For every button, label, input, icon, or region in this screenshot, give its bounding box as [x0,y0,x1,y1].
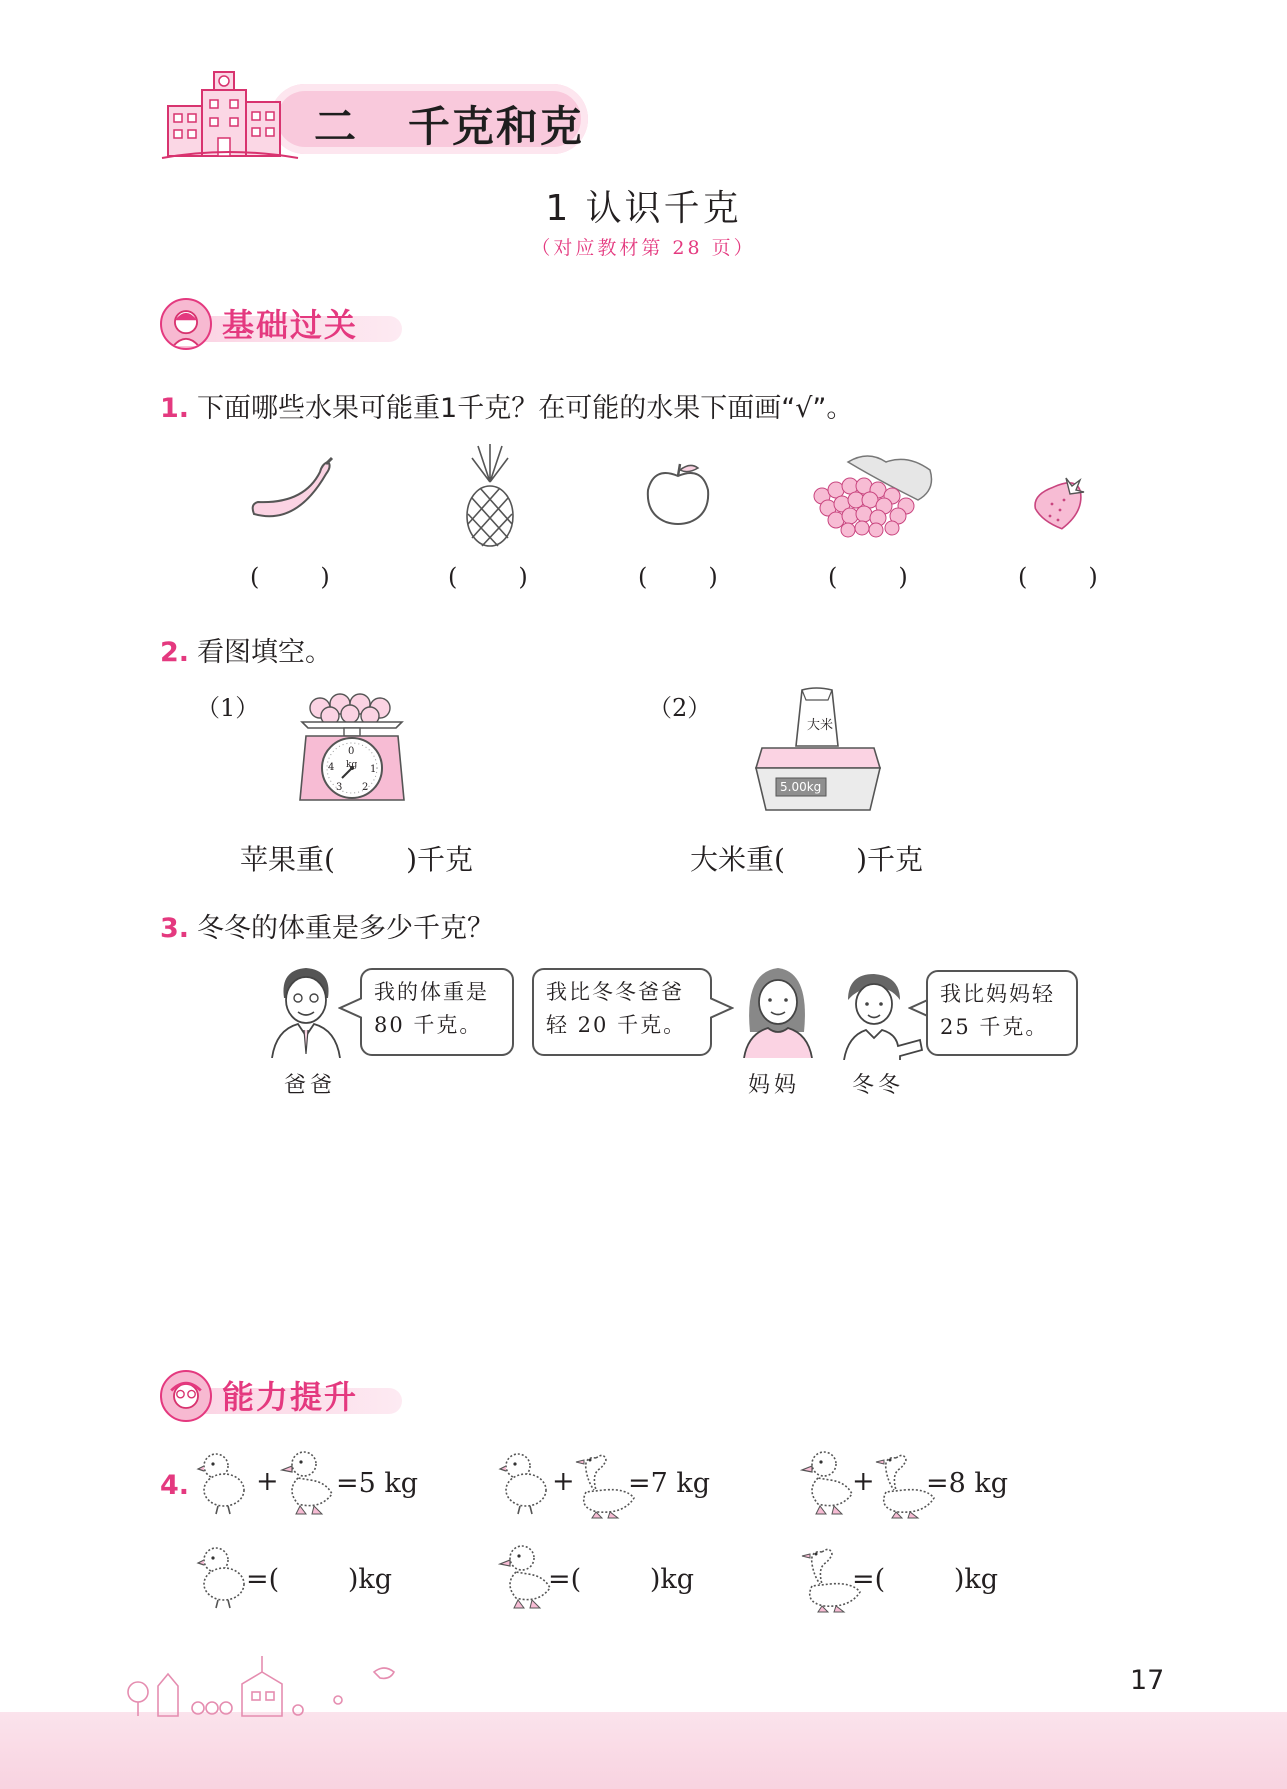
fill-in-apple-weight[interactable]: 苹果重( )千克 [240,843,474,876]
speech-bubble-mom [532,968,712,1056]
plus-sign: + [256,1466,279,1497]
kitchen-scale [298,686,406,806]
chick-icon [196,1544,252,1612]
bubble-line: 轻 20 千克。 [546,1013,687,1037]
equation-result: =5 kg [336,1468,419,1499]
bubble-tail-icon [710,996,734,1020]
grapes-icon [808,450,938,540]
mother-portrait-icon [738,962,816,1058]
banana-icon [248,456,338,530]
answer-blank[interactable]: ( ) [1018,563,1098,591]
section-title: 基础过关 [222,306,359,344]
footer-band [0,1712,1287,1789]
answer-blank[interactable]: =( )kg [852,1564,998,1595]
question-4-number [160,1470,197,1501]
duck-icon [498,1542,554,1612]
chick-icon [498,1450,554,1518]
question-1 [160,386,853,425]
lesson-title: 1 认识千克 [545,188,742,229]
answer-blank[interactable]: ( ) [638,563,718,591]
question-number: 2. [160,637,190,668]
section-header-advanced [160,1368,420,1428]
pineapple-icon [460,442,520,548]
question-number: 1. [160,393,190,424]
section-title: 能力提升 [222,1378,359,1416]
electronic-scale [752,686,884,812]
student-avatar-icon [160,298,212,350]
scale-dial-number: 4 [328,762,335,773]
equation-result: =8 kg [926,1468,1009,1499]
bubble-line: 80 千克。 [374,1013,483,1037]
answer-blank[interactable]: ( ) [448,563,528,591]
name-label-mom: 妈妈 [748,1073,801,1098]
question-text: 看图填空。 [197,637,333,668]
question-3 [160,906,494,945]
bubble-line: 我的体重是 [374,980,489,1004]
plus-sign: + [552,1466,575,1497]
question-number: 4. [160,1470,190,1501]
sub-question-label: （1） [196,694,260,722]
chapter-banner [150,78,600,166]
school-building-icon [158,66,308,166]
bubble-line: 我比冬冬爸爸 [546,980,684,1004]
name-label-dad: 爸爸 [284,1073,337,1098]
question-2 [160,630,332,669]
scale-display: 5.00kg [780,780,822,794]
question-text: 冬冬的体重是多少千克？ [197,913,495,944]
chapter-title: 二 千克和克 [314,102,584,151]
sub-question-label: （2） [648,694,712,722]
town-decoration-icon [118,1648,418,1720]
scale-dial-number: 3 [336,782,343,793]
duck-icon [280,1448,336,1518]
question-number: 3. [160,913,190,944]
scale-unit: kg [346,760,358,770]
student-avatar-icon [160,1370,212,1422]
plus-sign: + [852,1466,875,1497]
speech-bubble-son [926,970,1078,1056]
scale-dial-number: 2 [362,782,369,793]
duck-icon [800,1448,856,1518]
answer-blank[interactable]: ( ) [250,563,330,591]
page-number: 17 [1130,1665,1165,1696]
speech-bubble-dad [360,968,514,1056]
question-text: 下面哪些水果可能重1千克？在可能的水果下面画“√”。 [197,393,854,424]
scale-dial-number: 1 [370,764,377,775]
bubble-line: 25 千克。 [940,1015,1049,1039]
name-label-son: 冬冬 [852,1073,905,1098]
apple-icon [644,462,712,526]
answer-blank[interactable]: ( ) [828,563,908,591]
fill-in-rice-weight[interactable]: 大米重( )千克 [690,843,924,876]
rice-bag-label: 大米 [807,718,834,733]
textbook-reference: （对应教材第 28 页） [531,237,756,259]
section-header-basic [160,296,420,356]
bubble-line: 我比妈妈轻 [940,982,1055,1006]
strawberry-icon [1030,470,1090,530]
answer-blank[interactable]: =( )kg [548,1564,694,1595]
chick-icon [196,1450,252,1518]
scale-dial-number: 0 [348,746,355,757]
father-portrait-icon [268,962,344,1058]
bubble-tail-icon [338,996,362,1020]
answer-blank[interactable]: =( )kg [246,1564,392,1595]
equation-result: =7 kg [628,1468,711,1499]
